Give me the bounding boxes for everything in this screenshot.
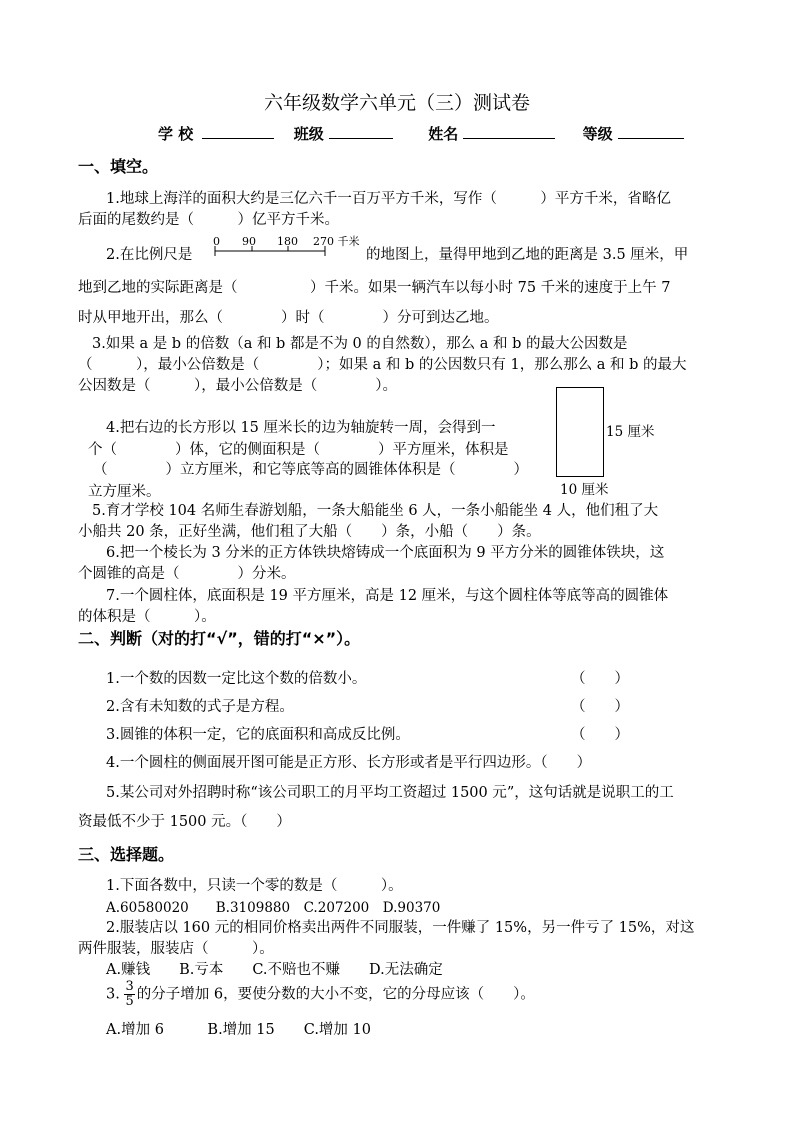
s2-item-5-line1: 5.某公司对外招聘时称“该公司职工的月平均工资超过 1500 元”，这句话就是说职工的工	[106, 785, 674, 801]
s1-q6-line2: 个圆锥的高是（ ）分米。	[78, 566, 296, 582]
name-blank[interactable]	[463, 124, 555, 139]
s1-q3-line3: 公因数是（ ），最小公倍数是（ ）。	[78, 378, 397, 394]
s3-q2-line2: 两件服装，服装店（ ）。	[78, 941, 274, 957]
s2-item-4: 4.一个圆柱的侧面展开图可能是正方形、长方形或者是平行四边形。（ ）	[106, 755, 592, 771]
s1-q7-line1: 7.一个圆柱体，底面积是 19 平方厘米，高是 12 厘米，与这个圆柱体等底等高的圆锥体	[106, 588, 669, 604]
rect-width-label: 10 厘米	[560, 482, 609, 498]
student-info-line	[158, 123, 684, 144]
scale-label-0: 0	[213, 235, 220, 248]
s3-q2-line1: 2.服装店以 160 元的相同价格卖出两件不同服装，一件赚了 15%，另一件亏了 15%，对这	[106, 920, 695, 936]
s1-q4-line3: （ ）立方厘米，和它等底等高的圆锥体体积是（ ）	[93, 462, 528, 478]
s1-q5-line2: 小船共 20 条，正好坐满，他们租了大船（ ）条，小船（ ）条。	[78, 524, 541, 540]
s2-item-2: 2.含有未知数的式子是方程。	[106, 699, 294, 715]
grade-label: 等级	[582, 125, 613, 143]
s3-q3-text: 的分子增加 6，要使分数的大小不变，它的分母应该（ ）。	[136, 986, 535, 1003]
s3-q2-options: A.赚钱 B.亏本 C.不赔也不赚 D.无法确定	[106, 962, 443, 978]
section1-heading: 一、填空。	[78, 157, 159, 176]
section3-heading: 三、选择题。	[78, 845, 175, 864]
s3-q3-number: 3.	[106, 986, 120, 1003]
s2-item-2-answer[interactable]: （ ）	[571, 699, 629, 715]
s1-q7-line2: 的体积是（ ）。	[78, 609, 216, 625]
s3-q3-options: A.增加 6 B.增加 15 C.增加 10	[106, 1022, 371, 1038]
grade-blank[interactable]	[618, 124, 684, 139]
scale-label-180: 180	[277, 235, 298, 248]
s3-q1-options: A.60580020 B.3109880 C.207200 D.90370	[106, 900, 441, 916]
rectangle-figure	[556, 387, 604, 477]
s3-q3-line	[106, 980, 535, 1009]
s1-q2-line3: 时从甲地开出，那么（ ）时（ ）分可到达乙地。	[78, 310, 499, 326]
s1-q4-line2: 个（ ）体，它的侧面积是（ ）平方厘米，体积是	[88, 442, 509, 458]
s1-q3-line2: （ ），最小公倍数是（ ）；如果 a 和 b 的公因数只有 1，那么那么 a 和 b 的最大	[78, 357, 687, 373]
section2-heading: 二、判断（对的打“√”，错的打“×”）。	[78, 629, 361, 648]
s1-q2-pre: 2.在比例尺是	[106, 247, 193, 263]
s1-q6-line1: 6.把一个棱长为 3 分米的正方体铁块熔铸成一个底面积为 9 平方分米的圆锥体铁块，这	[106, 545, 665, 561]
s2-item-5-line2: 资最低不少于 1500 元。（ ）	[78, 814, 291, 830]
school-label: 学 校	[158, 125, 194, 143]
scale-bar-figure	[215, 235, 365, 265]
class-label: 班级	[293, 125, 324, 143]
s1-q5-line1: 5.育才学校 104 名师生春游划船，一条大船能坐 6 人，一条小船能坐 4 人，他们租了大	[92, 503, 659, 519]
s2-item-3-answer[interactable]: （ ）	[571, 727, 629, 743]
s1-q1-line2: 后面的尾数约是（ ）亿平方千米。	[78, 212, 339, 228]
s1-q3-line1: 3.如果 a 是 b 的倍数（a 和 b 都是不为 0 的自然数），那么 a 和 b 的最大公因数是	[92, 336, 628, 352]
s1-q2-post: 的地图上，量得甲地到乙地的距离是 3.5 厘米，甲	[366, 247, 689, 263]
page-title: 六年级数学六单元（三）测试卷	[263, 92, 530, 114]
s2-item-3: 3.圆锥的体积一定，它的底面积和高成反比例。	[106, 727, 410, 743]
s1-q2-line2: 地到乙地的实际距离是（ ）千米。如果一辆汽车以每小时 75 千米的速度于上午 7	[78, 280, 671, 296]
fraction-denominator: 5	[125, 994, 134, 1009]
scale-label-270: 270 千米	[313, 235, 360, 248]
name-label: 姓名	[428, 125, 459, 143]
s2-item-1-answer[interactable]: （ ）	[571, 671, 629, 687]
school-blank[interactable]	[202, 124, 274, 139]
s1-q4-line4: 立方厘米。	[88, 484, 161, 500]
scale-label-90: 90	[242, 235, 256, 248]
class-blank[interactable]	[329, 124, 393, 139]
s3-q1: 1.下面各数中，只读一个零的数是（ ）。	[106, 878, 403, 894]
s1-q1-line1: 1.地球上海洋的面积大约是三亿六千一百万平方千米，写作（ ）平方千米，省略亿	[106, 191, 671, 207]
fraction-numerator: 3	[125, 979, 134, 994]
fraction-3-5	[124, 980, 134, 1009]
rect-height-label: 15 厘米	[606, 424, 655, 440]
s2-item-1: 1.一个数的因数一定比这个数的倍数小。	[106, 671, 367, 687]
s1-q4-line1: 4.把右边的长方形以 15 厘米长的边为轴旋转一周，会得到一	[106, 420, 496, 436]
